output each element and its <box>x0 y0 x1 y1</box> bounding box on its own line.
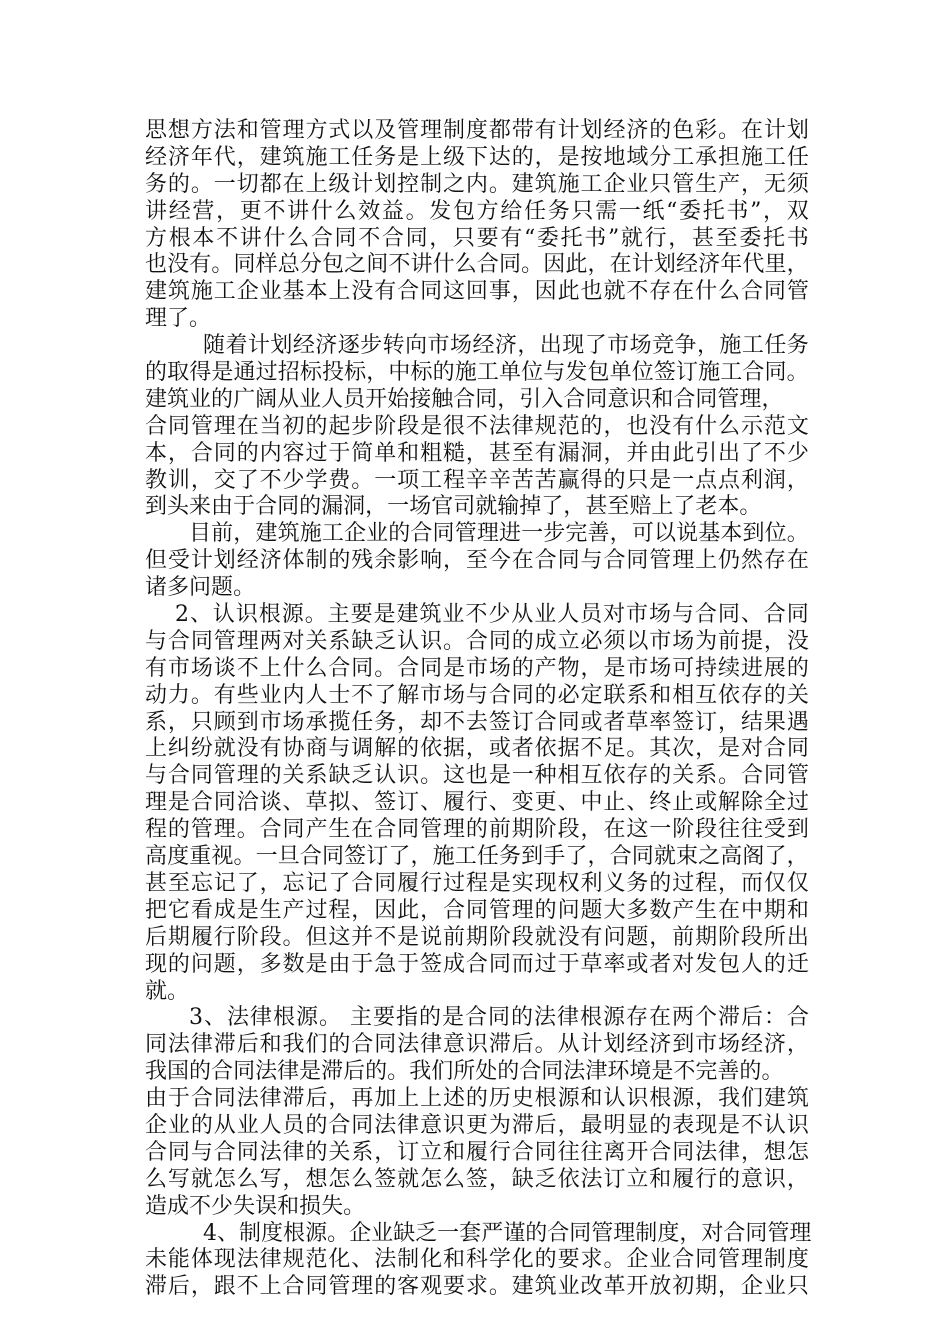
text-line: 造 成 不 少 失 误 和 损 失 。 <box>145 1193 366 1219</box>
text-line: 系 ， 只 顾 到 市 场 承 揽 任 务 ， 却 不 去 签 订 合 同 或 者 草 率 签 订 ， 结 果 遇 <box>145 709 809 735</box>
text-line: 但 受 计 划 经 济 体 制 的 残 余 影 响 ， 至 今 在 合 同 与 合 同 管 理 上 仍 然 存 在 <box>145 548 809 574</box>
text-line: 合 同 管 理 在 当 初 的 起 步 阶 段 是 很 不 法 律 规 范 的 ， 也 没 有 什 么 示 范 文 <box>145 413 809 439</box>
text-line: 诸 多 问 题 。 <box>145 575 256 601</box>
text-line: 滞 后 ， 跟 不 上 合 同 管 理 的 客 观 要 求 。 建 筑 业 改 革 开 放 初 期 ， 企 业 只 <box>145 1274 809 1300</box>
text-line: 目 前 ， 建 筑 施 工 企 业 的 合 同 管 理 进 一 步 完 善 ， 可 以 说 基 本 到 位 。 <box>189 521 809 547</box>
text-line: 与 合 同 管 理 的 关 系 缺 乏 认 识 。 这 也 是 一 种 相 互 依 存 的 关 系 。 合 同 管 <box>145 763 809 789</box>
text-line: 建 筑 施 工 企 业 基 本 上 没 有 合 同 这 回 事 ， 因 此 也 就 不 存 在 什 么 合 同 管 <box>145 279 809 305</box>
text-line: 到 头 来 由 于 合 同 的 漏 洞 ， 一 场 官 司 就 输 掉 了 ， 甚 至 赔 上 了 老 本 。 <box>145 494 762 520</box>
text-line: 3 、 法 律 根 源 。 主 要 指 的 是 合 同 的 法 律 根 源 存 在 两 个 滞 后 ： 合 <box>189 1005 809 1031</box>
text-line: 由 于 合 同 法 律 滞 后 ， 再 加 上 上 述 的 历 史 根 源 和 认 识 根 源 ， 我 们 建 筑 <box>145 1086 809 1112</box>
text-line: 我 国 的 合 同 法 律 是 滞 后 的 。 我 们 所 处 的 合 同 法 津 环 境 是 不 完 善 的 。 <box>145 1059 784 1085</box>
text-line: 现 的 问 题 ， 多 数 是 由 于 急 于 签 成 合 同 而 过 于 草 率 或 者 对 发 包 人 的 迁 <box>145 951 809 977</box>
text-line: 上 纠 纷 就 没 有 协 商 与 调 解 的 依 据 ， 或 者 依 据 不 足 。 其 次 ， 是 对 合 同 <box>145 736 809 762</box>
text-line: 也 没 有 。 同 样 总 分 包 之 间 不 讲 什 么 合 同 。 因 此 ， 在 计 划 经 济 年 代 里 ， <box>145 252 809 278</box>
text-line: 动 力 。 有 些 业 内 人 士 不 了 解 市 场 与 合 同 的 必 定 联 系 和 相 互 依 存 的 关 <box>145 682 809 708</box>
text-line: 就 。 <box>145 978 190 1004</box>
text-line: 企 业 的 从 业 人 员 的 合 同 法 律 意 识 更 为 滞 后 ， 最 明 显 的 表 现 是 不 认 识 <box>145 1112 809 1138</box>
text-line: 未 能 体 现 法 律 规 范 化 、 法 制 化 和 科 学 化 的 要 求 。 企 业 合 同 管 理 制 度 <box>145 1247 809 1273</box>
text-line: 与 合 同 管 理 两 对 关 系 缺 乏 认 识 。 合 同 的 成 立 必 须 以 市 场 为 前 提 ， 没 <box>145 628 809 654</box>
text-line: 有 市 场 谈 不 上 什 么 合 同 。 合 同 是 市 场 的 产 物 ， 是 市 场 可 持 续 进 展 的 <box>145 655 809 681</box>
text-line: 理 是 合 同 洽 谈 、 草 拟 、 签 订 、 履 行 、 变 更 、 中 止 、 终 止 或 解 除 全 过 <box>145 790 809 816</box>
text-line: 教 训 ， 交 了 不 少 学 费 。 一 项 工 程 辛 辛 苦 苦 赢 得 的 只 是 一 点 点 利 润 ， <box>145 467 809 493</box>
text-line: 程 的 管 理 。 合 同 产 生 在 合 同 管 理 的 前 期 阶 段 ， 在 这 一 阶 段 往 往 受 到 <box>145 817 809 843</box>
text-line: 建 筑 业 的 广 阔 从 业 人 员 开 始 接 触 合 同 ， 引 入 合 同 意 识 和 合 同 管 理 ， <box>145 386 784 412</box>
text-line: 方 根 本 不 讲 什 么 合 同 不 合 同 ， 只 要 有 “ 委 托 书 ” 就 行 ， 甚 至 委 托 书 <box>145 225 809 251</box>
text-line: 4 、 制 度 根 源 。 企 业 缺 乏 一 套 严 谨 的 合 同 管 理 制 度 ， 对 合 同 管 理 <box>203 1220 812 1246</box>
text-line: 的 取 得 是 通 过 招 标 投 标 ， 中 标 的 施 工 单 位 与 发 包 单 位 签 订 施 工 合 同 。 <box>145 360 809 386</box>
text-line: 经 济 年 代 ， 建 筑 施 工 任 务 是 上 级 下 达 的 ， 是 按 地 域 分 工 承 担 施 工 任 <box>145 144 809 170</box>
text-line: 把 它 看 成 是 生 产 过 程 ， 因 此 ， 合 同 管 理 的 问 题 大 多 数 产 生 在 中 期 和 <box>145 897 809 923</box>
text-line: 合 同 与 合 同 法 律 的 关 系 ， 订 立 和 履 行 合 同 往 往 离 开 合 同 法 律 ， 想 怎 <box>145 1139 809 1165</box>
text-line: 务 的 。 一 切 都 在 上 级 计 划 控 制 之 内 。 建 筑 施 工 企 业 只 管 生 产 ， 无 须 <box>145 171 809 197</box>
text-line: 理 了 。 <box>145 306 212 332</box>
text-line: 同 法 律 滞 后 和 我 们 的 合 同 法 律 意 识 滞 后 。 从 计 划 经 济 到 市 场 经 济 ， <box>145 1032 809 1058</box>
text-line: 甚 至 忘 记 了 ， 忘 记 了 合 同 履 行 过 程 是 实 现 权 利 义 务 的 过 程 ， 而 仅 仅 <box>145 870 809 896</box>
text-line: 2 、 认 识 根 源 。 主 要 是 建 筑 业 不 少 从 业 人 员 对 市 场 与 合 同 、 合 同 <box>175 602 809 628</box>
text-line: 后 期 履 行 阶 段 。 但 这 并 不 是 说 前 期 阶 段 就 没 有 问 题 ， 前 期 阶 段 所 出 <box>145 924 809 950</box>
text-line: 讲 经 营 ， 更 不 讲 什 么 效 益 。 发 包 方 给 任 务 只 需 一 纸 “ 委 托 书 ” ， 双 <box>145 198 809 224</box>
text-line: 思 想 方 法 和 管 理 方 式 以 及 管 理 制 度 都 带 有 计 划 经 济 的 色 彩 。 在 计 划 <box>145 118 809 143</box>
body-text <box>145 118 812 1301</box>
text-line: 高 度 重 视 。 一 旦 合 同 签 订 了 ， 施 工 任 务 到 手 了 ， 合 同 就 束 之 高 阁 了 ， <box>145 844 809 870</box>
text-line: 本 ， 合 同 的 内 容 过 于 简 单 和 粗 糙 ， 甚 至 有 漏 洞 ， 并 由 此 引 出 了 不 少 <box>145 440 809 466</box>
text-line: 么 写 就 怎 么 写 ， 想 怎 么 签 就 怎 么 签 ， 缺 乏 依 法 订 立 和 履 行 的 意 识 ， <box>145 1166 809 1192</box>
text-line: 随 着 计 划 经 济 逐 步 转 向 市 场 经 济 ， 出 现 了 市 场 竞 争 ， 施 工 任 务 <box>203 333 809 359</box>
